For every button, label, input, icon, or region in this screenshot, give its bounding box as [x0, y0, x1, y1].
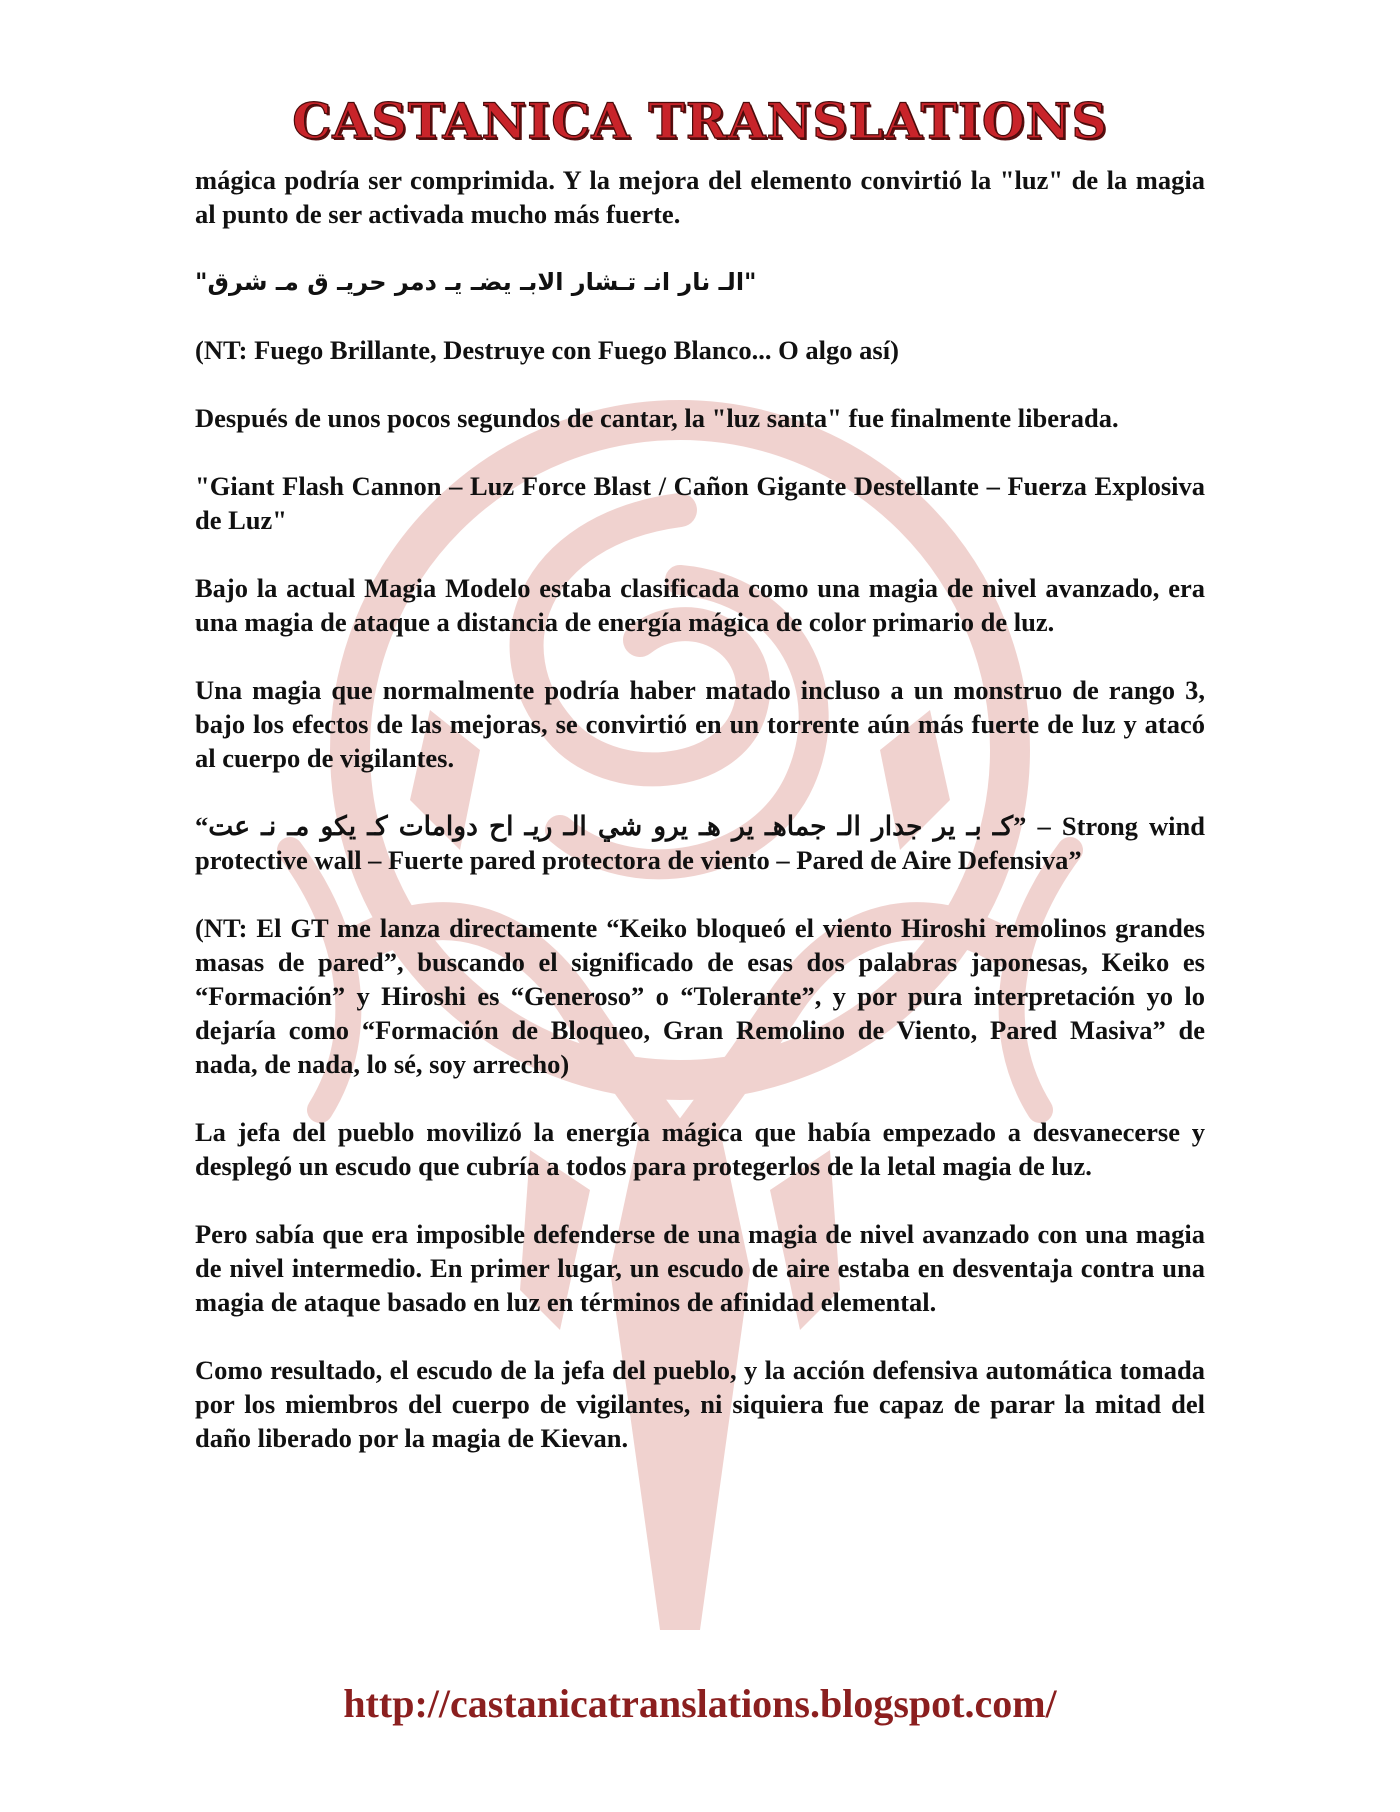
- translator-note: (NT: El GT me lanza directamente “Keiko bloqueó el viento Hiroshi remolinos grandes masas de pared”, buscando el significado de esas dos palabras japonesas, Keiko es “Formación” y Hiroshi es “Generoso” o “Tolerante”, y por pura interpretación yo lo dejaría como “Formación de Bloqueo, Gran Remolino de Viento, Pared Masiva” de nada, de nada, lo sé, soy arrecho): [195, 913, 1205, 1079]
- paragraph: mágica podría ser comprimida. Y la mejora del elemento convirtió la "luz" de la magia al punto de ser activada mucho más fuerte.: [195, 165, 1205, 229]
- spell-chant: “كـ بـ ير جدار الـ جماهـ ير هـ يرو شي الـ ريـ اح دوامات كـ يكو مـ نـ عت” – Strong wind protective wall – Fuerte pared protectora de viento – Pared de Aire Defensiva”: [195, 811, 1206, 875]
- paragraph: Pero sabía que era imposible defenderse de una magia de nivel avanzado con una magia de nivel intermedio. En primer lugar, un escudo de aire estaba en desventaja contra una magia de ataque basado en luz en términos de afinidad elemental.: [195, 1219, 1205, 1317]
- paragraph: La jefa del pueblo movilizó la energía mágica que había empezado a desvanecerse y desplegó un escudo que cubría a todos para protegerlos de la letal magia de luz.: [195, 1117, 1205, 1181]
- paragraph: Después de unos pocos segundos de cantar, la "luz santa" fue finalmente liberada.: [195, 403, 1119, 433]
- arabic-chant: "الـ نار انـ تـشار الابـ يضـ يـ دمر حريـ ق مـ شرق": [195, 268, 757, 296]
- site-title: CASTANICA TRANSLATIONS: [292, 92, 1108, 150]
- chapter-text: [195, 163, 1205, 1489]
- blog-link[interactable]: http://castanicatranslations.blogspot.com/: [343, 1681, 1057, 1726]
- translator-note: (NT: Fuego Brillante, Destruye con Fuego Blanco... O algo así): [195, 335, 899, 365]
- paragraph: Bajo la actual Magia Modelo estaba clasificada como una magia de nivel avanzado, era una magia de ataque a distancia de energía mágica de color primario de luz.: [195, 573, 1205, 637]
- paragraph: Como resultado, el escudo de la jefa del pueblo, y la acción defensiva automática tomada por los miembros del cuerpo de vigilantes, ni siquiera fue capaz de parar la mitad del daño liberado por la magia de Kievan.: [195, 1355, 1205, 1453]
- spell-name: "Giant Flash Cannon – Luz Force Blast / Cañon Gigante Destellante – Fuerza Explosiva de Luz": [195, 471, 1205, 535]
- paragraph: Una magia que normalmente podría haber matado incluso a un monstruo de rango 3, bajo los efectos de las mejoras, se convirtió en un torrente aún más fuerte de luz y atacó al cuerpo de vigilantes.: [195, 675, 1205, 773]
